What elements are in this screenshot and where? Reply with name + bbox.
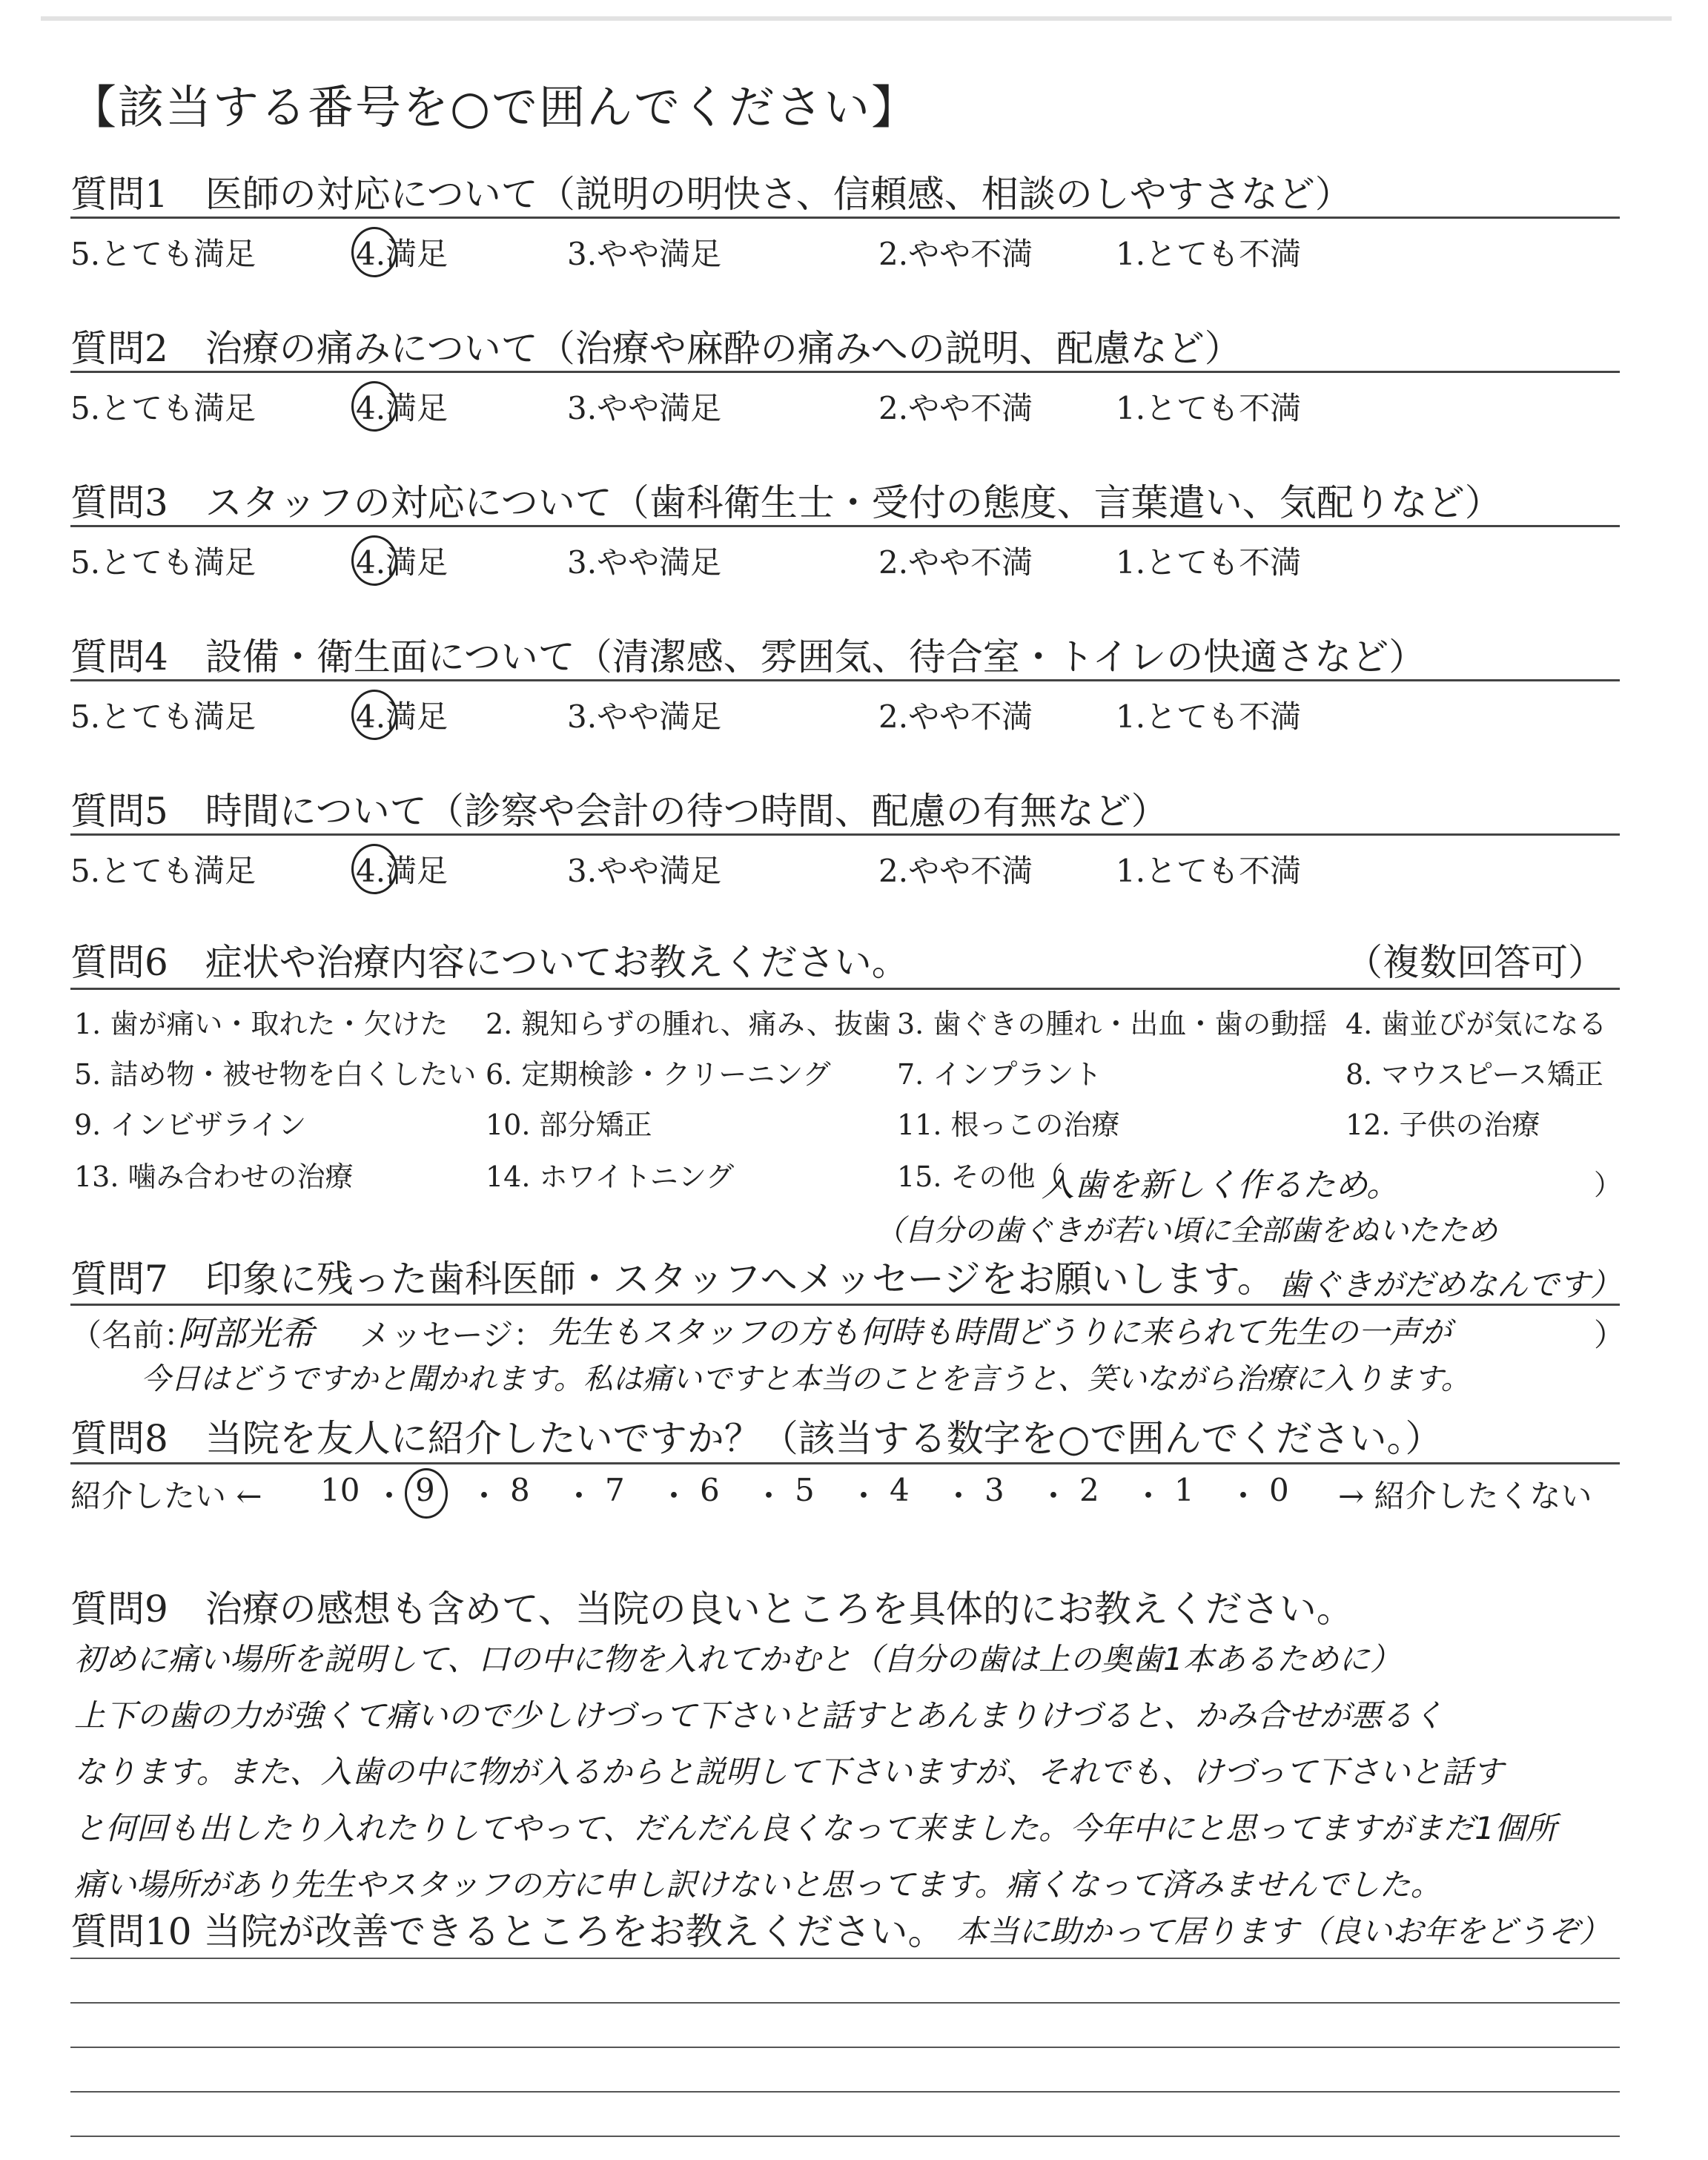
q10-blank-line[interactable] [70, 2091, 1620, 2093]
q7-name-handwriting: 阿部光希 [178, 1313, 314, 1353]
q6-title: 質問6 症状や治療内容についてお教えください。 [70, 941, 909, 984]
q3-title: 質問3 スタッフの対応について（歯科衛生士・受付の態度、言葉遣い、気配りなど） [70, 481, 1502, 524]
q3-rule [70, 525, 1620, 527]
q7-message-handwriting-2: 今日はどうですかと聞かれます。私は痛いですと本当のことを言うと、笑いながら治療に入ります。 [141, 1362, 1471, 1396]
q10-blank-line[interactable] [70, 2002, 1620, 2004]
q2-title: 質問2 治療の痛みについて（治療や麻酔の痛みへの説明、配慮など） [70, 327, 1242, 370]
q5-option[interactable]: 5.とても満足 [70, 853, 256, 889]
q8-left-label: 紹介したい ← [70, 1478, 262, 1514]
q8-scale-value[interactable]: 2 [1079, 1472, 1099, 1508]
q6-option[interactable]: 6. 定期検診・クリーニング [486, 1058, 831, 1091]
q4-option[interactable]: 4.満足 [356, 698, 448, 735]
q6-option[interactable]: 3. 歯ぐきの腫れ・出血・歯の動揺 [897, 1008, 1328, 1040]
q1-option[interactable]: 2.やや不満 [878, 236, 1033, 272]
q3-option[interactable]: 1.とても不満 [1116, 544, 1302, 581]
q5-title: 質問5 時間について（診察や会計の待つ時間、配慮の有無など） [70, 790, 1168, 833]
q9-handwriting-line: と何回も出したり入れたりしてやって、だんだん良くなって来ました。今年中にと思ってますがまだ1個所 [74, 1810, 1557, 1846]
q2-rule [70, 371, 1620, 373]
q8-scale-dot: ・ [848, 1478, 880, 1514]
top-edge [41, 16, 1672, 21]
q10-blank-line[interactable] [70, 2136, 1620, 2137]
q8-scale-value[interactable]: 1 [1174, 1472, 1194, 1508]
q8-scale-value[interactable]: 10 [320, 1472, 360, 1508]
q6-option[interactable]: 7. インプラント [897, 1058, 1102, 1091]
q6-option[interactable]: 12. 子供の治療 [1345, 1109, 1540, 1141]
q6-option[interactable]: 13. 噛み合わせの治療 [74, 1160, 354, 1193]
q8-scale-value[interactable]: 3 [984, 1472, 1004, 1508]
q2-option[interactable]: 2.やや不満 [878, 390, 1033, 426]
q4-title: 質問4 設備・衛生面について（清潔感、雰囲気、待合室・トイレの快適さなど） [70, 635, 1426, 678]
q1-option[interactable]: 1.とても不満 [1116, 236, 1302, 272]
q2-option[interactable]: 5.とても満足 [70, 390, 256, 426]
q8-right-label: → 紹介したくない [1338, 1478, 1592, 1514]
q7-handwriting-tail: 歯ぐきがだめなんです） [1279, 1266, 1622, 1303]
q8-scale-dot: ・ [753, 1478, 785, 1514]
q10-blank-line[interactable] [70, 1958, 1620, 1959]
q5-option[interactable]: 2.やや不満 [878, 853, 1033, 889]
q2-answer-circle [351, 381, 397, 432]
q9-handwriting-line: 痛い場所があり先生やスタッフの方に申し訳けないと思ってます。痛くなって済みませんでした。 [74, 1866, 1442, 1903]
q1-option[interactable]: 5.とても満足 [70, 236, 256, 272]
q1-rule [70, 217, 1620, 219]
q1-answer-circle [351, 227, 397, 277]
q5-option[interactable]: 3.やや満足 [567, 853, 722, 889]
q8-scale-dot: ・ [658, 1478, 690, 1514]
q8-scale-value[interactable]: 8 [510, 1472, 530, 1508]
q5-answer-circle [351, 844, 397, 894]
q8-scale-value[interactable]: 5 [795, 1472, 815, 1508]
q7-message-label: メッセージ： [360, 1317, 545, 1353]
q8-scale-value[interactable]: 0 [1269, 1472, 1289, 1508]
q5-rule [70, 833, 1620, 836]
q7-message-close: ） [1594, 1317, 1626, 1353]
q7-message-handwriting-1: 先生もスタッフの方も何時も時間どうりに来られて先生の一声が [549, 1314, 1452, 1350]
q4-option[interactable]: 1.とても不満 [1116, 698, 1302, 735]
q7-title: 質問7 印象に残った歯科医師・スタッフへメッセージをお願いします。 [70, 1258, 1274, 1301]
q9-handwriting-line: 上下の歯の力が強くて痛いので少しけづって下さいと話すとあんまりけづると、かみ合せが悪るく [74, 1697, 1444, 1734]
q4-rule [70, 679, 1620, 681]
q8-scale-value[interactable]: 7 [605, 1472, 625, 1508]
q6-option[interactable]: 4. 歯並びが気になる [1345, 1008, 1607, 1040]
q6-note: （複数回答可） [1345, 941, 1605, 984]
q6-option[interactable]: 1. 歯が痛い・取れた・欠けた [74, 1008, 448, 1040]
q10-title: 質問10 当院が改善できるところをお教えください。 [70, 1910, 945, 1953]
q6-option[interactable]: 14. ホワイトニング [486, 1160, 735, 1193]
q6-option[interactable]: 15. その他（ [897, 1160, 1064, 1193]
q1-option[interactable]: 3.やや満足 [567, 236, 722, 272]
q6-other-close: ） [1594, 1169, 1623, 1201]
q8-scale-dot: ・ [374, 1478, 406, 1514]
q6-option[interactable]: 10. 部分矯正 [486, 1109, 652, 1141]
q6-option[interactable]: 9. インビザライン [74, 1109, 307, 1141]
q8-rule [70, 1462, 1620, 1464]
q8-scale-dot: ・ [469, 1478, 500, 1514]
q6-option[interactable]: 11. 根っこの治療 [897, 1109, 1120, 1141]
q5-option[interactable]: 4.満足 [356, 853, 448, 889]
q8-scale-dot: ・ [1133, 1478, 1165, 1514]
q8-scale-dot: ・ [943, 1478, 975, 1514]
q9-title: 質問9 治療の感想も含めて、当院の良いところを具体的にお教えください。 [70, 1588, 1354, 1631]
q2-option[interactable]: 4.満足 [356, 390, 448, 426]
q8-scale-value[interactable]: 9 [415, 1472, 435, 1508]
q3-option[interactable]: 5.とても満足 [70, 544, 256, 581]
q2-option[interactable]: 1.とても不満 [1116, 390, 1302, 426]
q4-answer-circle [351, 690, 397, 740]
q3-answer-circle [351, 535, 397, 586]
q8-scale-value[interactable]: 4 [890, 1472, 910, 1508]
page-header: 【該当する番号を○で囲んでください】 [70, 80, 919, 134]
q10-blank-line[interactable] [70, 2047, 1620, 2048]
q4-option[interactable]: 5.とても満足 [70, 698, 256, 735]
q9-handwriting-line: 初めに痛い場所を説明して、口の中に物を入れてかむと（自分の歯は上の奥歯1本あるために） [74, 1641, 1401, 1677]
q1-title: 質問1 医師の対応について（説明の明快さ、信頼感、相談のしやすさなど） [70, 173, 1352, 216]
q6-other-handwriting-1: 入歯を新しく作るため。 [1042, 1166, 1400, 1204]
q3-option[interactable]: 3.やや満足 [567, 544, 722, 581]
q8-scale-dot: ・ [1228, 1478, 1260, 1514]
q7-name-label: （名前： [70, 1317, 196, 1353]
q6-other-handwriting-2: （自分の歯ぐきが若い頃に全部歯をぬいたため [875, 1214, 1497, 1248]
q6-option[interactable]: 5. 詰め物・被せ物を白くしたい [74, 1058, 477, 1091]
q8-title: 質問8 当院を友人に紹介したいですか？（該当する数字を○で囲んでください。） [70, 1417, 1443, 1460]
q2-option[interactable]: 3.やや満足 [567, 390, 722, 426]
q6-rule [70, 988, 1620, 990]
q9-handwriting-line: なります。また、入歯の中に物が入るからと説明して下さいますが、それでも、けづって下さいと話す [74, 1754, 1504, 1790]
q4-option[interactable]: 2.やや不満 [878, 698, 1033, 735]
q6-option[interactable]: 8. マウスピース矯正 [1345, 1058, 1603, 1091]
q3-option[interactable]: 2.やや不満 [878, 544, 1033, 581]
q6-option[interactable]: 2. 親知らずの腫れ、痛み、抜歯 [486, 1008, 891, 1040]
q5-option[interactable]: 1.とても不満 [1116, 853, 1302, 889]
q10-handwriting: 本当に助かって居ります（良いお年をどうぞ） [956, 1913, 1611, 1949]
q1-option[interactable]: 4.満足 [356, 236, 448, 272]
q8-answer-circle [405, 1468, 448, 1519]
q8-scale-value[interactable]: 6 [700, 1472, 720, 1508]
q8-scale-dot: ・ [1038, 1478, 1070, 1514]
q7-rule [70, 1304, 1620, 1306]
q4-option[interactable]: 3.やや満足 [567, 698, 722, 735]
q3-option[interactable]: 4.満足 [356, 544, 448, 581]
q8-scale-dot: ・ [563, 1478, 595, 1514]
